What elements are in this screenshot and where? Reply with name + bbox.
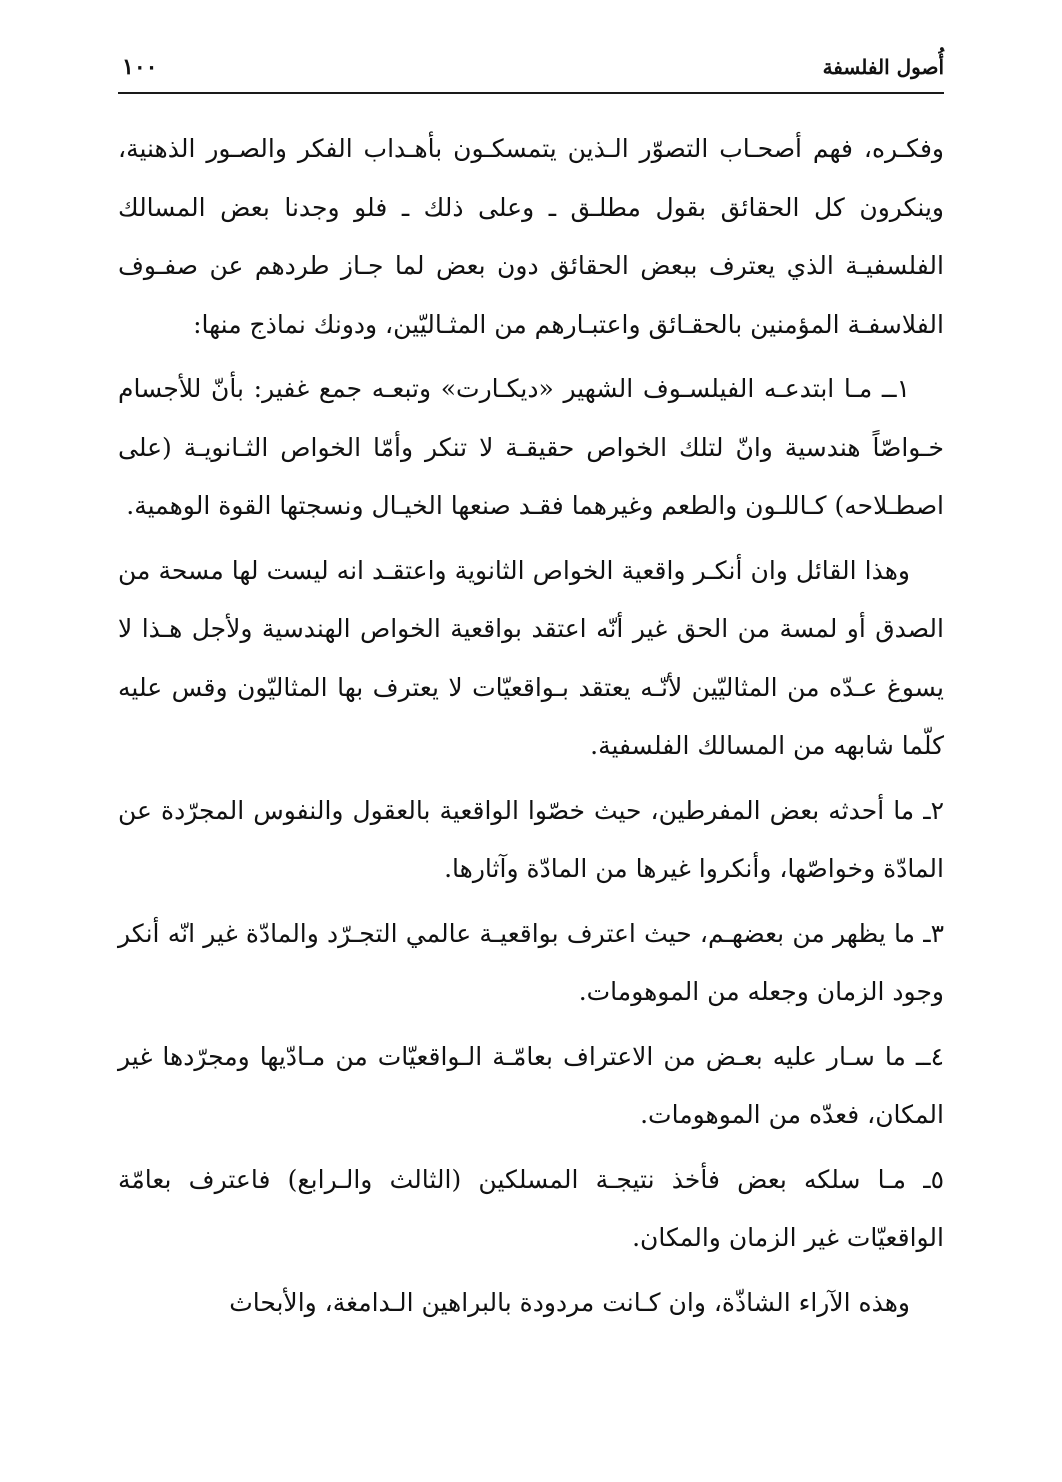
book-title: أُصول الفلسفة xyxy=(822,55,944,79)
paragraph-intro: وفكـره، فهم أصحـاب التصوّر الـذين يتمسكـون بأهـداب الفكر والصـور الذهنية، وينكرون كل الحقائق بقول مطلـق ـ وعلى ذلك ـ فلو وجدنا بعض المسالك الفلسفيـة الذي يعترف ببعض الحقائق دون بعض لما جـاز طردهم عن صفـوف الفلاسفـة المؤمنين بالحقـائق واعتبـارهم من المثـاليّين، ودونك نماذج منها: xyxy=(118,134,944,339)
paragraph-item-2: ٢ـ ما أحدثه بعض المفرطين، حيث خصّوا الواقعية بالعقول والنفوس المجرّدة عن المادّة وخواصّها، وأنكروا غيرها من المادّة وآثارها. xyxy=(118,795,944,883)
body-text xyxy=(118,120,944,1332)
paragraph-item-5: ٥ـ مـا سلكه بعض فأخذ نتيجـة المسلكين (الثالث والـرابع) فاعترف بعامّة الواقعيّات غير الزمان والمكان. xyxy=(118,1164,944,1252)
page-number: ١٠٠ xyxy=(122,54,158,80)
paragraph-closing: وهذه الآراء الشاذّة، وان كـانت مردودة بالبراهين الـدامغة، والأبحاث xyxy=(229,1287,910,1317)
paragraph-item-1-commentary: وهذا القائل وان أنكـر واقعية الخواص الثانوية واعتقـد انه ليست لها مسحة من الصدق أو لمسة من الحق غير أنّه اعتقد بواقعية الخواص الهندسية ولأجل هـذا لا يسوغ عـدّه من المثاليّين لأنّـه يعتقد بـواقعيّات لا يعترف بها المثاليّون وقس عليه كلّما شابهه من المسالك الفلسفية. xyxy=(118,555,944,760)
paragraph-item-1: ١ــ مـا ابتدعـه الفيلسـوف الشهير «ديكـارت» وتبعـه جمع غفير: بأنّ للأجسام خـواصّاً هندسية وانّ لتلك الخواص حقيقـة لا تنكر وأمّا الخواص الثـانويـة (على اصطـلاحه) كـاللـون والطعم وغيرهما فقـد صنعها الخيـال ونسجتها القوة الوهمية. xyxy=(118,374,944,520)
paragraph-item-3: ٣ـ ما يظهر من بعضهـم، حيث اعترف بواقعيـة عالمي التجـرّد والمادّة غير انّه أنكر وجود الزمان وجعله من الموهومات. xyxy=(118,918,944,1006)
paragraph-item-4: ٤ــ ما سـار عليه بعـض من الاعتراف بعامّـة الـواقعيّات من مـادّيها ومجرّدها غير المكان، فعدّه من الموهومات. xyxy=(118,1041,944,1129)
book-page xyxy=(118,50,944,1338)
running-header xyxy=(118,50,944,94)
